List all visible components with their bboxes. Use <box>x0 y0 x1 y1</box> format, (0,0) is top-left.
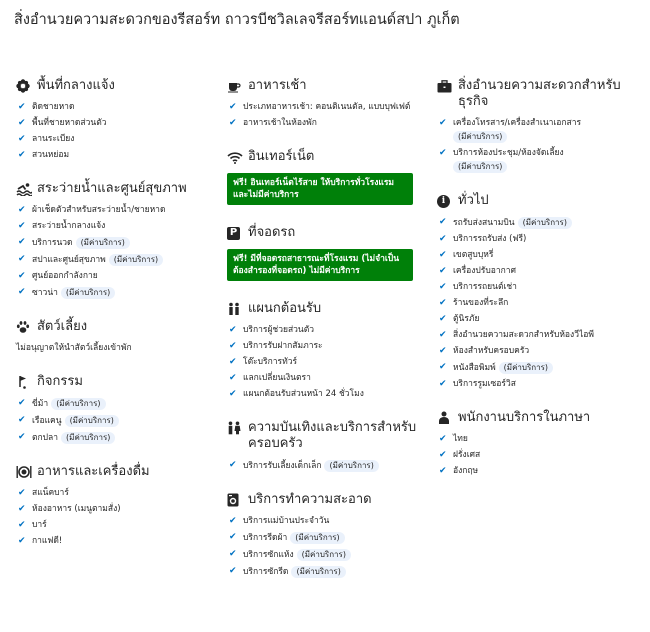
item-label: ตกปลา <box>32 433 59 443</box>
list-item <box>16 432 216 444</box>
list-item <box>227 325 427 336</box>
paid-badge: (มีค่าบริการ) <box>518 217 572 229</box>
section-heading <box>227 420 427 452</box>
check-icon: ✔ <box>229 118 237 128</box>
section-title: อาหารเช้า <box>248 78 307 93</box>
family-icon <box>227 420 244 436</box>
list-item <box>16 118 216 129</box>
section-pets <box>16 319 216 354</box>
item-label: ผ้าเช็ดตัวสำหรับสระว่ายน้ำ/ชายหาด <box>32 205 166 215</box>
washing-machine-icon <box>227 492 244 508</box>
list-item <box>16 205 216 216</box>
wifi-icon <box>227 149 244 165</box>
check-icon: ✔ <box>229 325 237 335</box>
section-internet <box>227 149 427 205</box>
item-label: บริการรับฝากสัมภาระ <box>243 341 323 351</box>
item-label: ห้องอาหาร (เมนูตามสั่ง) <box>32 504 121 514</box>
check-icon: ✔ <box>18 520 26 530</box>
item-label: บริการรถรับส่ง (ฟรี) <box>453 234 527 244</box>
item-label: บริการแม่บ้านประจำวัน <box>243 516 330 526</box>
item-label: บริการซักแห้ง <box>243 550 294 560</box>
info-icon: i <box>437 193 454 209</box>
item-label: ห้องสำหรับครอบครัว <box>453 346 530 356</box>
check-icon: ✔ <box>439 118 447 128</box>
item-label: แผนกต้อนรับส่วนหน้า 24 ชั่วโมง <box>243 389 364 399</box>
paid-badge: (มีค่าบริการ) <box>291 566 345 578</box>
item-label: อังกฤษ <box>453 466 479 476</box>
section-title: สระว่ายน้ำและศูนย์สุขภาพ <box>37 181 187 196</box>
list-item <box>227 341 427 352</box>
check-icon: ✔ <box>229 373 237 383</box>
list-item <box>16 134 216 145</box>
list-item <box>437 434 642 445</box>
section-heading <box>227 492 427 508</box>
check-icon: ✔ <box>18 237 26 247</box>
parking-icon: P <box>227 225 244 241</box>
item-label: บริการซักรีด <box>243 567 289 577</box>
check-icon: ✔ <box>18 415 26 425</box>
section-heading <box>227 225 427 241</box>
item-label: เครื่องปรับอากาศ <box>453 266 516 276</box>
check-icon: ✔ <box>18 488 26 498</box>
list-item <box>437 250 642 261</box>
item-label: บริการรถยนต์เช่า <box>453 282 517 292</box>
item-label: บริการรูมเซอร์วิส <box>453 379 516 389</box>
item-label: บริการรีดผ้า <box>243 533 288 543</box>
section-title: ความบันเทิงและบริการสำหรับครอบครัว <box>248 420 417 451</box>
paid-badge: (มีค่าบริการ) <box>453 161 507 173</box>
item-label: บริการห้องประชุม/ห้องจัดเลี้ยง <box>453 148 564 158</box>
list-item <box>437 234 642 245</box>
list-item <box>437 298 642 309</box>
check-icon: ✔ <box>439 217 447 227</box>
item-label: ไทย <box>453 434 468 444</box>
section-title: พนักงานบริการในภาษา <box>458 410 591 425</box>
check-icon: ✔ <box>439 466 447 476</box>
section-heading <box>16 374 216 390</box>
section-title: ที่จอดรถ <box>248 225 296 240</box>
item-label: เขตสูบบุหรี่ <box>453 250 494 260</box>
section-business <box>437 78 642 173</box>
list-item <box>16 488 216 499</box>
list-item <box>16 102 216 113</box>
list-item <box>227 102 427 113</box>
column-1 <box>16 78 216 567</box>
list-item <box>437 466 642 477</box>
check-icon: ✔ <box>18 150 26 160</box>
list-item <box>227 566 427 578</box>
list-item <box>16 237 216 249</box>
check-icon: ✔ <box>229 341 237 351</box>
paid-badge: (มีค่าบริการ) <box>324 460 378 472</box>
check-icon: ✔ <box>439 250 447 260</box>
reception-desk-icon <box>227 301 244 317</box>
list-item <box>227 389 427 400</box>
item-label: พื้นที่ชายหาดส่วนตัว <box>32 118 107 128</box>
list-item <box>16 520 216 531</box>
item-label: สแน็คบาร์ <box>32 488 69 498</box>
page-title: สิ่งอำนวยความสะดวกของรีสอร์ท ถาวรบีชวิลเลจรีสอร์ทแอนด์สปา ภูเก็ต <box>14 12 460 28</box>
check-icon: ✔ <box>439 234 447 244</box>
pets-note: ไม่อนุญาตให้นำสัตว์เลี้ยงเข้าพัก <box>16 343 132 353</box>
coffee-cup-icon <box>227 78 244 94</box>
item-label: อาหารเช้าในห้องพัก <box>243 118 317 128</box>
section-heading <box>227 301 427 317</box>
check-icon: ✔ <box>229 389 237 399</box>
paid-badge: (มีค่าบริการ) <box>61 432 115 444</box>
section-title: บริการทำความสะอาด <box>248 492 372 507</box>
section-reception <box>227 301 427 400</box>
list-item <box>437 450 642 461</box>
column-3 <box>437 78 642 497</box>
list-item <box>437 362 642 374</box>
check-icon: ✔ <box>18 271 26 281</box>
check-icon: ✔ <box>18 205 26 215</box>
check-icon: ✔ <box>229 357 237 367</box>
paid-badge: (มีค่าบริการ) <box>51 398 105 410</box>
item-label: บริการรับเลี้ยงเด็กเล็ก <box>243 461 322 471</box>
list-item <box>16 415 216 427</box>
check-icon: ✔ <box>439 346 447 356</box>
item-label: ลานระเบียง <box>32 134 75 144</box>
check-icon: ✔ <box>18 221 26 231</box>
list-item <box>16 271 216 282</box>
golf-flag-icon <box>16 374 33 390</box>
list-item <box>16 254 216 266</box>
item-label: เครื่องโทรสาร/เครื่องสำเนาเอกสาร <box>453 118 582 128</box>
item-label: รถรับส่งสนามบิน <box>453 218 515 228</box>
item-label: ตู้นิรภัย <box>453 314 480 324</box>
list-item <box>16 536 216 547</box>
plate-cutlery-icon <box>16 464 33 480</box>
item-label: เรือแคนู <box>32 416 62 426</box>
list-item <box>437 282 642 293</box>
swimmer-icon <box>16 181 33 197</box>
check-icon: ✔ <box>229 549 237 559</box>
item-label: ติดชายหาด <box>32 102 75 112</box>
section-heading <box>437 193 642 209</box>
item-label: ซาวน่า <box>32 288 58 298</box>
column-2 <box>227 78 427 598</box>
item-label: บริการผู้ช่วยส่วนตัว <box>243 325 315 335</box>
item-label: ศูนย์ออกกำลังกาย <box>32 271 98 281</box>
item-label: หนังสือพิมพ์ <box>453 363 496 373</box>
list-item <box>16 150 216 161</box>
list-item <box>16 221 216 232</box>
item-label: สระว่ายน้ำกลางแจ้ง <box>32 221 106 231</box>
check-icon: ✔ <box>439 362 447 372</box>
section-title: สัตว์เลี้ยง <box>37 319 88 334</box>
paid-badge: (มีค่าบริการ) <box>109 254 163 266</box>
section-heading <box>437 78 642 110</box>
list-item <box>16 504 216 515</box>
list-item <box>437 217 642 229</box>
section-title: พื้นที่กลางแจ้ง <box>37 78 115 93</box>
item-label: สวนหย่อม <box>32 150 70 160</box>
check-icon: ✔ <box>439 148 447 158</box>
list-item <box>16 398 216 410</box>
section-parking <box>227 225 427 281</box>
list-item <box>437 266 642 277</box>
list-item <box>227 373 427 384</box>
item-label: บาร์ <box>32 520 47 530</box>
section-general <box>437 193 642 390</box>
free-parking-banner: ฟรี! มีที่จอดรถสาธารณะที่โรงแรม (ไม่จำเป็นต้องสำรองที่จอดรถ) ไม่มีค่าบริการ <box>227 249 413 281</box>
paid-badge: (มีค่าบริการ) <box>61 287 115 299</box>
paid-badge: (มีค่าบริการ) <box>76 237 130 249</box>
section-pool-wellness <box>16 181 216 299</box>
section-activities <box>16 374 216 444</box>
check-icon: ✔ <box>439 450 447 460</box>
list-item <box>437 330 642 341</box>
staff-icon <box>437 410 454 426</box>
check-icon: ✔ <box>18 287 26 297</box>
paid-badge: (มีค่าบริการ) <box>297 549 351 561</box>
list-item <box>437 118 642 143</box>
section-heading <box>16 181 216 197</box>
check-icon: ✔ <box>439 298 447 308</box>
check-icon: ✔ <box>229 460 237 470</box>
item-label: สิ่งอำนวยความสะดวกสำหรับห้องวีไอพี <box>453 330 594 340</box>
check-icon: ✔ <box>229 516 237 526</box>
section-title: กิจกรรม <box>37 374 83 389</box>
section-heading <box>16 78 216 94</box>
section-family <box>227 420 427 472</box>
list-item <box>227 118 427 129</box>
flower-icon <box>16 78 33 94</box>
item-label: แลกเปลี่ยนเงินตรา <box>243 373 311 383</box>
check-icon: ✔ <box>439 266 447 276</box>
item-label: ร้านของที่ระลึก <box>453 298 509 308</box>
list-item <box>437 314 642 325</box>
section-heading <box>437 410 642 426</box>
check-icon: ✔ <box>18 504 26 514</box>
section-title: ทั่วไป <box>458 193 489 208</box>
item-label: สปาและศูนย์สุขภาพ <box>32 255 106 265</box>
section-breakfast <box>227 78 427 129</box>
section-title: อินเทอร์เน็ต <box>248 149 315 164</box>
section-title: แผนกต้อนรับ <box>248 301 322 316</box>
check-icon: ✔ <box>439 379 447 389</box>
list-item <box>437 148 642 173</box>
check-icon: ✔ <box>229 532 237 542</box>
item-label: ฝรั่งเศส <box>453 450 481 460</box>
list-item <box>227 516 427 527</box>
briefcase-icon <box>437 78 454 94</box>
paid-badge: (มีค่าบริการ) <box>290 532 344 544</box>
check-icon: ✔ <box>439 434 447 444</box>
check-icon: ✔ <box>439 282 447 292</box>
item-label: ขี่ม้า <box>32 399 49 409</box>
section-outdoor <box>16 78 216 161</box>
check-icon: ✔ <box>18 102 26 112</box>
check-icon: ✔ <box>18 118 26 128</box>
item-label: กาแฟดี! <box>32 536 63 546</box>
list-item <box>437 346 642 357</box>
check-icon: ✔ <box>18 398 26 408</box>
list-item <box>16 287 216 299</box>
section-title: สิ่งอำนวยความสะดวกสำหรับธุรกิจ <box>458 78 621 109</box>
paw-icon <box>16 319 33 335</box>
list-item <box>227 357 427 368</box>
check-icon: ✔ <box>439 330 447 340</box>
list-item <box>437 379 642 390</box>
section-heading <box>227 149 427 165</box>
check-icon: ✔ <box>18 254 26 264</box>
section-heading <box>16 319 216 335</box>
section-languages <box>437 410 642 477</box>
section-title: อาหารและเครื่องดื่ม <box>37 464 150 479</box>
section-heading <box>227 78 427 94</box>
check-icon: ✔ <box>18 134 26 144</box>
check-icon: ✔ <box>18 536 26 546</box>
item-label: ประเภทอาหารเช้า: คอนติเนนตัล, แบบบุฟเฟต์ <box>243 102 411 112</box>
paid-badge: (มีค่าบริการ) <box>453 131 507 143</box>
paid-badge: (มีค่าบริการ) <box>499 362 553 374</box>
paid-badge: (มีค่าบริการ) <box>65 415 119 427</box>
section-cleaning <box>227 492 427 578</box>
section-food-drink <box>16 464 216 547</box>
item-label: โต๊ะบริการทัวร์ <box>243 357 298 367</box>
list-item <box>227 532 427 544</box>
item-label: บริการนวด <box>32 238 73 248</box>
free-wifi-banner: ฟรี! อินเทอร์เน็ตไร้สาย ให้บริการทั่วโรงแรม และไม่มีค่าบริการ <box>227 173 413 205</box>
list-item <box>227 549 427 561</box>
check-icon: ✔ <box>18 432 26 442</box>
check-icon: ✔ <box>229 566 237 576</box>
list-item <box>227 460 427 472</box>
check-icon: ✔ <box>229 102 237 112</box>
section-heading <box>16 464 216 480</box>
check-icon: ✔ <box>439 314 447 324</box>
